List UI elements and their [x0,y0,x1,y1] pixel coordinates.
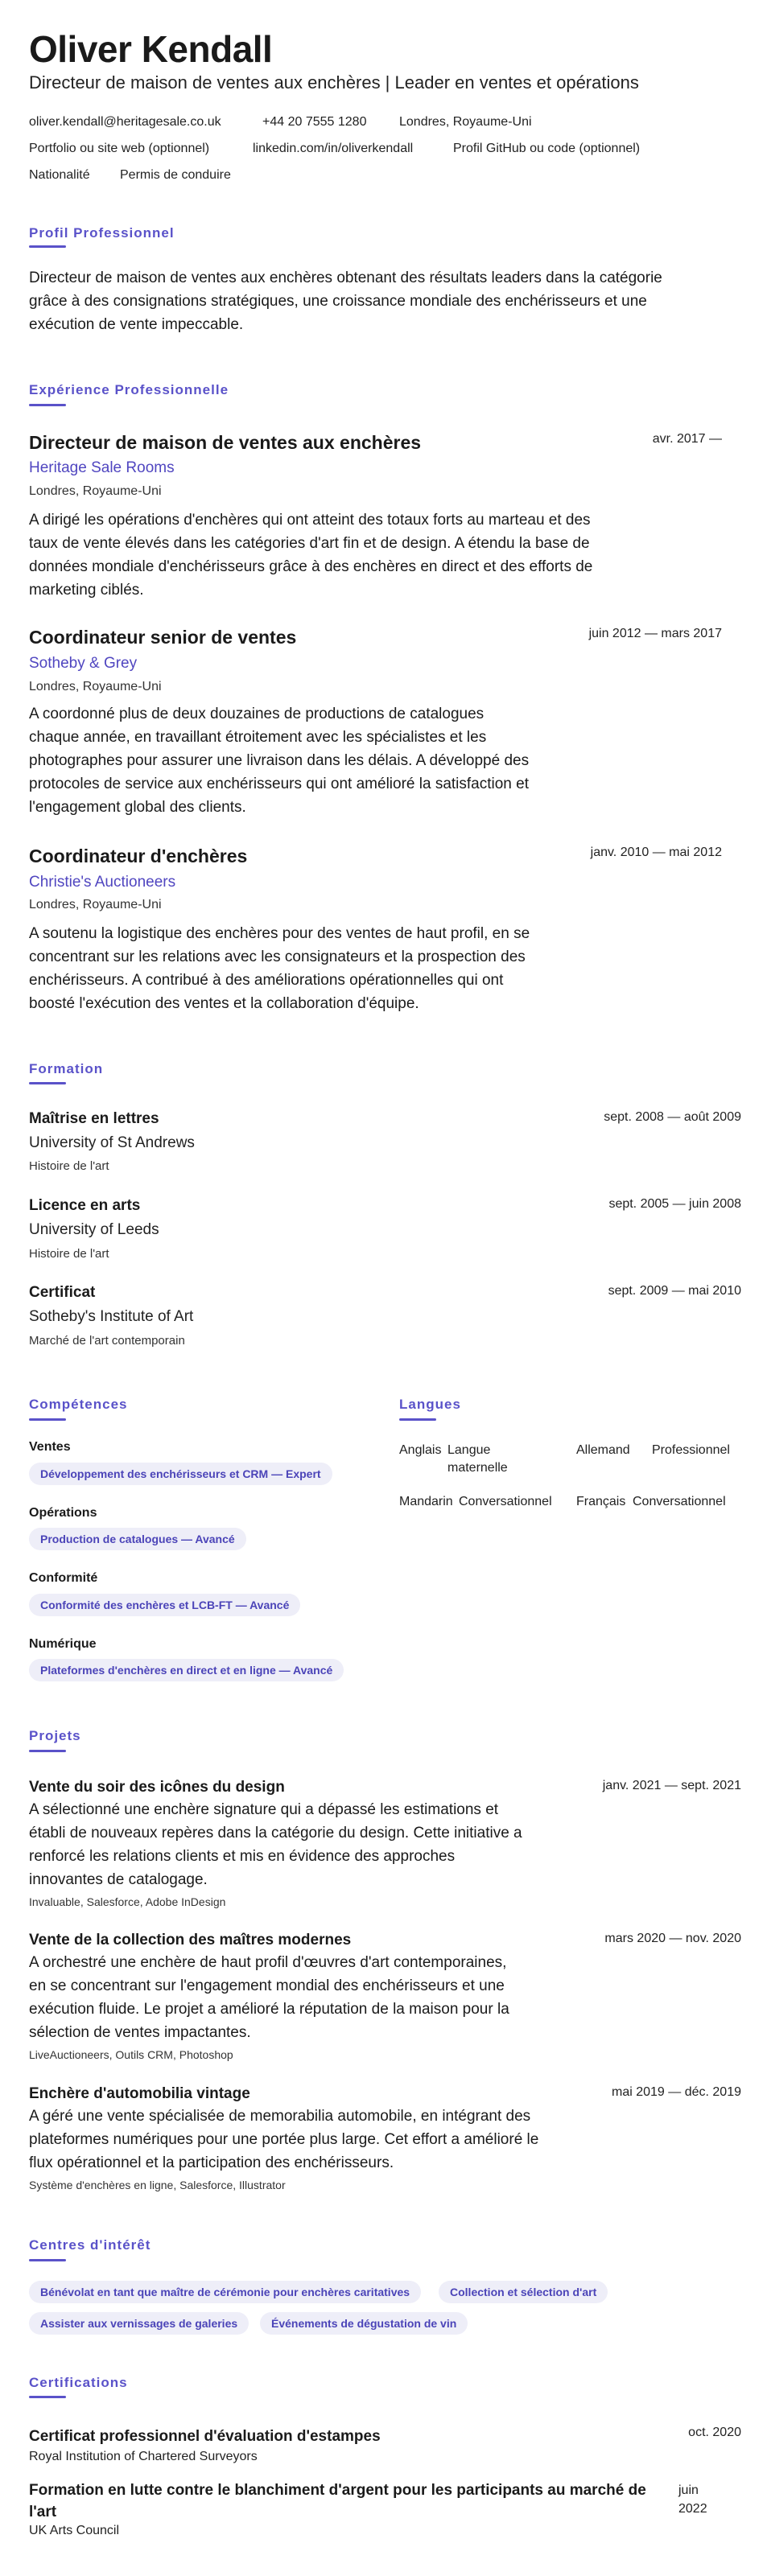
education-date: sept. 2008 — août 2009 [604,1110,741,1124]
education-school: University of Leeds [29,1221,159,1238]
section-rule [29,404,66,406]
skill-chip: Développement des enchérisseurs et CRM — Expert [29,1463,332,1485]
job-description-line: boosté l'exécution des ventes et la collaboration d'équipe. [29,995,419,1012]
language-level: Conversationnel [633,1495,726,1508]
project-description-line: A géré une vente spécialisée de memorabilia automobile, en intégrant des [29,2108,531,2125]
job-description-line: A soutenu la logistique des enchères pour des ventes de haut profil, en se [29,925,530,942]
project-description-line: exécution fluide. Le projet a amélioré la réputation de la maison pour la [29,2001,509,2018]
skill-category: Opérations [29,1506,97,1520]
job-company: Heritage Sale Rooms [29,459,175,476]
education-field: Histoire de l'art [29,1159,109,1173]
certification-date: oct. 2020 [688,2426,741,2439]
education-degree: Certificat [29,1284,96,1301]
language-level: Conversationnel [459,1495,552,1508]
education-field: Marché de l'art contemporain [29,1334,185,1348]
linkedin-link[interactable]: linkedin.com/in/oliverkendall [253,142,414,155]
language-name: Français [576,1495,626,1508]
job-description-line: enchérisseurs. A contribué à des améliorations opérationnelles qui ont [29,972,504,989]
job-company: Christie's Auctioneers [29,874,176,891]
section-rule [399,1418,436,1421]
job-date: avr. 2017 — [652,432,722,446]
project-description-line: en se concentrant sur l'engagement mondial des enchérisseurs et une [29,1977,505,1994]
portfolio-link[interactable]: Portfolio ou site web (optionnel) [29,142,210,155]
job-location: Londres, Royaume-Uni [29,484,162,498]
skill-category: Numérique [29,1637,97,1651]
job-description-line: protocoles de service aux enchérisseurs qui ont amélioré la satisfaction et [29,776,529,792]
job-description-line: l'engagement global des clients. [29,799,246,816]
language-level: Professionnel [652,1443,730,1457]
project-date: janv. 2021 — sept. 2021 [602,1779,741,1792]
section-rule [29,1082,66,1084]
profile-summary [29,266,737,336]
location-text: Londres, Royaume-Uni [399,115,532,129]
interest-chip: Événements de dégustation de vin [260,2312,468,2335]
profile-line: Directeur de maison de ventes aux enchères obtenant des résultats leaders dans la catégorie [29,270,662,286]
project-description-line: innovantes de catalogage. [29,1871,208,1888]
job-description [29,702,657,819]
job-date: juin 2012 — mars 2017 [588,627,722,640]
candidate-name: Oliver Kendall [29,28,273,70]
job-description-line: concentrant sur les relations avec les consignateurs et la prospection des [29,949,526,965]
certification-title [29,2479,673,2523]
project-description-line: A sélectionné une enchère signature qui a dépassé les estimations et [29,1801,499,1818]
education-school: University of St Andrews [29,1134,195,1151]
language-name: Anglais [399,1443,442,1457]
certification-title-line: Formation en lutte contre le blanchiment d'argent pour les participants au marché de [29,2482,646,2499]
certification-title-line: l'art [29,2504,57,2520]
language-level: Langue maternelle [447,1443,508,1475]
certification-issuer: UK Arts Council [29,2524,120,2537]
job-title: Coordinateur d'enchères [29,846,248,866]
job-description-line: photographes pour assurer une livraison dans les délais. A développé des [29,752,530,769]
job-company: Sotheby & Grey [29,655,138,672]
project-description-line: établi de nouveaux repères dans la catégorie du design. Cette initiative a [29,1825,522,1841]
section-title-languages: Langues [399,1397,461,1412]
education-date: sept. 2009 — mai 2010 [608,1284,741,1298]
job-description-line: marketing ciblés. [29,582,144,599]
project-description-line: plateformes numériques pour une portée plus large. Cet effort a amélioré le [29,2131,539,2148]
project-description-line: renforcé les relations clients et mis en évidence des approches [29,1848,456,1865]
project-date: mai 2019 — déc. 2019 [612,2085,741,2099]
skill-category: Conformité [29,1571,98,1585]
certification-title: Certificat professionnel d'évaluation d'estampes [29,2428,381,2445]
project-description-line: flux opérationnel et la participation des enchérisseurs. [29,2154,394,2171]
project-date: mars 2020 — nov. 2020 [604,1932,741,1945]
education-date: sept. 2005 — juin 2008 [608,1197,741,1211]
education-school: Sotheby's Institute of Art [29,1308,194,1325]
project-description [29,1951,592,2044]
driving-licence-text: Permis de conduire [120,168,231,182]
project-description [29,1798,592,1891]
skill-chip: Plateformes d'enchères en direct et en ligne — Avancé [29,1659,344,1681]
section-title-interests: Centres d'intérêt [29,2237,151,2253]
nationality-text: Nationalité [29,168,90,182]
section-rule [29,2396,66,2398]
github-link[interactable]: Profil GitHub ou code (optionnel) [453,142,641,155]
project-title: Vente de la collection des maîtres modernes [29,1932,352,1948]
section-title-education: Formation [29,1061,104,1076]
job-location: Londres, Royaume-Uni [29,898,162,911]
project-tools: Système d'enchères en ligne, Salesforce, Illustrator [29,2179,286,2191]
job-description-line: A dirigé les opérations d'enchères qui ont atteint des totaux forts au marteau et des [29,512,591,529]
job-description-line: données mondiale d'enchérisseurs grâce à des enchères en direct et des efforts de [29,558,593,575]
skill-chip: Conformité des enchères et LCB-FT — Avancé [29,1594,300,1616]
interest-chip: Bénévolat en tant que maître de cérémonie pour enchères caritatives [29,2281,421,2303]
skill-category: Ventes [29,1440,71,1454]
project-description-line: sélection de ventes impactantes. [29,2024,251,2041]
certification-issuer: Royal Institution of Chartered Surveyors [29,2450,258,2463]
education-degree: Licence en arts [29,1197,141,1214]
section-title-profile: Profil Professionnel [29,225,175,241]
job-description [29,922,657,1015]
job-description-line: chaque année, en travaillant étroitement avec les spécialistes et les [29,729,487,746]
job-location: Londres, Royaume-Uni [29,680,162,693]
section-rule [29,2259,66,2261]
project-title: Vente du soir des icônes du design [29,1779,285,1796]
interest-chip: Assister aux vernissages de galeries [29,2312,249,2335]
project-tools: LiveAuctioneers, Outils CRM, Photoshop [29,2048,233,2061]
profile-line: grâce à des consignations stratégiques, une croissance mondiale des enchérisseurs et une [29,293,647,310]
section-title-projects: Projets [29,1728,81,1743]
project-title: Enchère d'automobilia vintage [29,2085,250,2102]
project-description [29,2105,608,2175]
skill-chip: Production de catalogues — Avancé [29,1528,246,1550]
section-title-certifications: Certifications [29,2375,128,2390]
section-rule [29,245,66,248]
section-rule [29,1418,66,1421]
certification-date [678,2481,707,2518]
language-name: Allemand [576,1443,630,1457]
education-degree: Maîtrise en lettres [29,1110,159,1127]
certification-date-line: juin [678,2483,699,2497]
project-tools: Invaluable, Salesforce, Adobe InDesign [29,1895,226,1908]
email-link[interactable]: oliver.kendall@heritagesale.co.uk [29,115,221,129]
language-name: Mandarin [399,1495,453,1508]
interest-chip: Collection et sélection d'art [439,2281,608,2303]
project-description-line: A orchestré une enchère de haut profil d'œuvres d'art contemporaines, [29,1954,507,1971]
job-description-line: A coordonné plus de deux douzaines de productions de catalogues [29,706,485,722]
candidate-tagline: Directeur de maison de ventes aux enchères | Leader en ventes et opérations [29,72,639,93]
education-field: Histoire de l'art [29,1247,109,1261]
job-description [29,508,657,602]
profile-line: exécution de vente impeccable. [29,316,244,333]
job-title: Directeur de maison de ventes aux enchères [29,432,422,453]
phone-text: +44 20 7555 1280 [262,115,367,129]
job-title: Coordinateur senior de ventes [29,627,297,648]
job-description-line: taux de vente élevés dans les catégories d'art fin et de design. A étendu la base de [29,535,590,552]
section-title-skills: Compétences [29,1397,128,1412]
section-rule [29,1750,66,1752]
certification-date-line: 2022 [678,2502,707,2516]
job-date: janv. 2010 — mai 2012 [590,846,722,859]
section-title-experience: Expérience Professionnelle [29,382,229,397]
